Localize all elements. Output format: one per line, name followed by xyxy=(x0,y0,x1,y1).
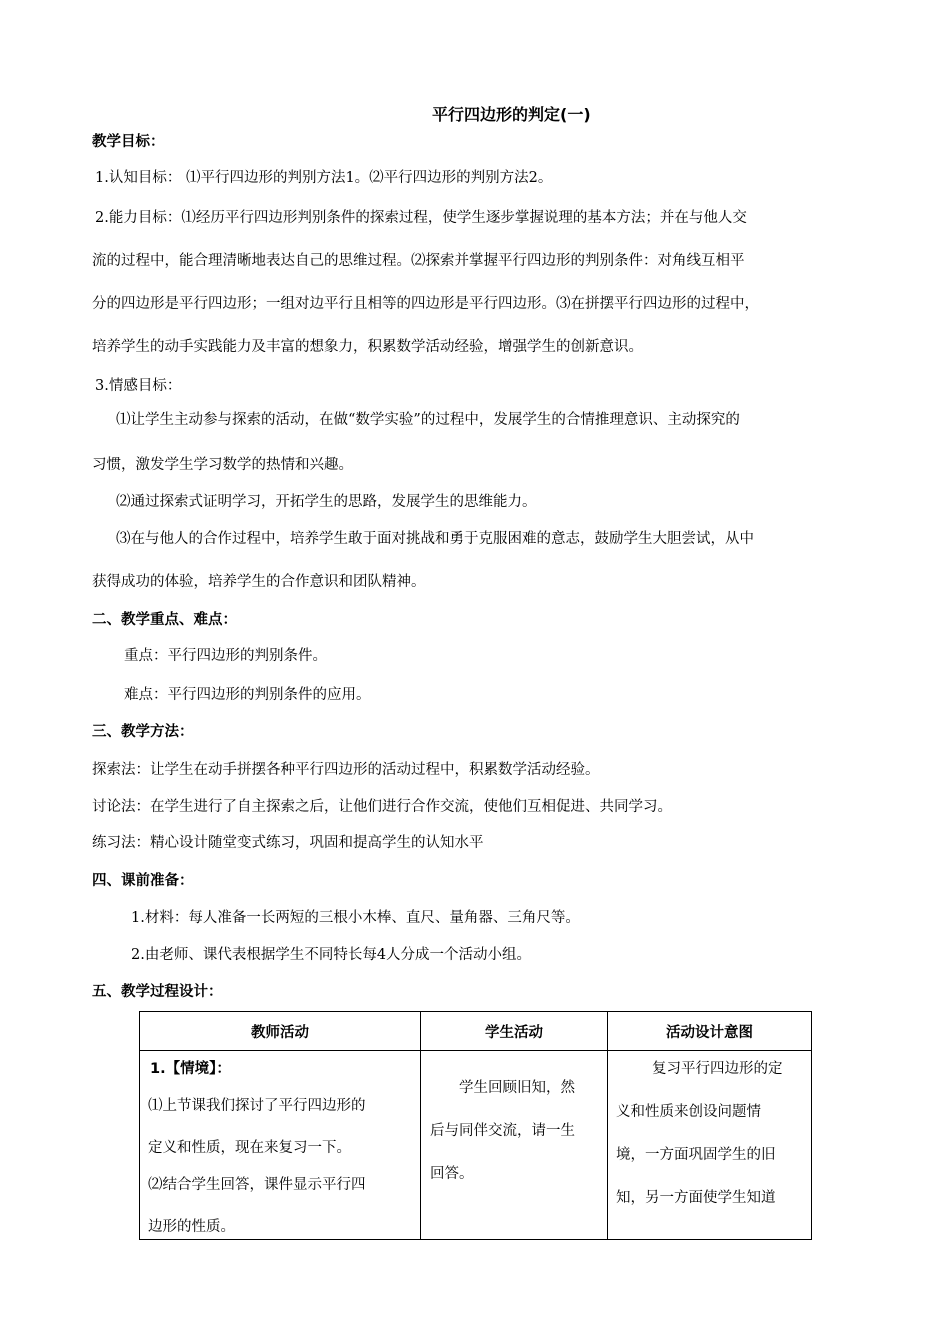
ability-objective-line: 流的过程中，能合理清晰地表达自己的思维过程。⑵探索并掌握平行四边形的判别条件：对角线互相平 xyxy=(92,253,745,269)
teacher-activity-line: 1.【情境】： xyxy=(150,1061,231,1077)
emotion-objective-line: ⑶在与他人的合作过程中，培养学生敢于面对挑战和勇于克服困难的意志，鼓励学生大胆尝试，从中 xyxy=(116,531,754,547)
design-intent-line: 义和性质来创设问题情 xyxy=(616,1104,761,1120)
key-point-focus: 重点：平行四边形的判别条件。 xyxy=(124,648,327,664)
teacher-activity-line: ⑵结合学生回答，课件显示平行四 xyxy=(148,1177,366,1193)
teacher-activity-line: 边形的性质。 xyxy=(148,1219,235,1235)
design-intent-line: 复习平行四边形的定 xyxy=(652,1061,783,1077)
student-activity-cell xyxy=(421,1051,608,1240)
ability-objective-line: 2.能力目标：⑴经历平行四边形判别条件的探索过程，使学生逐步掌握说理的基本方法；并在与他人交 xyxy=(95,210,747,226)
student-activity-line: 回答。 xyxy=(430,1166,474,1182)
emotion-objective-heading: 3.情感目标： xyxy=(95,378,182,394)
preparation-item: 1.材料：每人准备一长两短的三根小木棒、直尺、量角器、三角尺等。 xyxy=(131,910,580,926)
objectives-heading: 教学目标： xyxy=(92,134,165,150)
column-header-teacher: 教师活动 xyxy=(140,1012,421,1051)
document-title: 平行四边形的判定(一) xyxy=(432,105,591,124)
design-intent-line: 境，一方面巩固学生的旧 xyxy=(616,1147,776,1163)
table-header-row xyxy=(140,1012,812,1051)
preparation-heading: 四、课前准备： xyxy=(92,873,194,889)
emotion-objective-line: 习惯，激发学生学习数学的热情和兴趣。 xyxy=(92,457,353,473)
ability-objective-line: 培养学生的动手实践能力及丰富的想象力，积累数学活动经验，增强学生的创新意识。 xyxy=(92,339,643,355)
process-heading: 五、教学过程设计： xyxy=(92,984,223,1000)
teacher-activity-line: ⑴上节课我们探讨了平行四边形的 xyxy=(148,1098,366,1114)
method-item: 讨论法：在学生进行了自主探索之后，让他们进行合作交流，使他们互相促进、共同学习。 xyxy=(92,799,672,815)
table-row xyxy=(140,1051,812,1240)
key-points-heading: 二、教学重点、难点： xyxy=(92,612,237,628)
methods-heading: 三、教学方法： xyxy=(92,724,194,740)
ability-objective-line: 分的四边形是平行四边形；一组对边平行且相等的四边形是平行四边形。⑶在拼摆平行四边形的过程中， xyxy=(92,296,759,312)
student-activity-line: 后与同伴交流，请一生 xyxy=(430,1123,575,1139)
design-intent-cell xyxy=(608,1051,812,1240)
emotion-objective-line: ⑴让学生主动参与探索的活动，在做“数学实验”的过程中，发展学生的合情推理意识、主动探究的 xyxy=(116,412,740,428)
emotion-objective-line: 获得成功的体验，培养学生的合作意识和团队精神。 xyxy=(92,574,426,590)
preparation-item: 2.由老师、课代表根据学生不同特长每4人分成一个活动小组。 xyxy=(131,947,532,963)
method-item: 练习法：精心设计随堂变式练习，巩固和提高学生的认知水平 xyxy=(92,835,484,851)
student-activity-line: 学生回顾旧知，然 xyxy=(459,1080,575,1096)
teacher-activity-line: 定义和性质，现在来复习一下。 xyxy=(148,1140,351,1156)
method-item: 探索法：让学生在动手拼摆各种平行四边形的活动过程中，积累数学活动经验。 xyxy=(92,762,600,778)
design-intent-line: 知，另一方面使学生知道 xyxy=(616,1190,776,1206)
teacher-activity-cell xyxy=(140,1051,421,1240)
cognitive-objective: 1.认知目标： ⑴平行四边形的判别方法1。⑵平行四边形的判别方法2。 xyxy=(95,170,553,186)
column-header-intent: 活动设计意图 xyxy=(608,1012,812,1051)
column-header-student: 学生活动 xyxy=(421,1012,608,1051)
emotion-objective-line: ⑵通过探索式证明学习，开拓学生的思路，发展学生的思维能力。 xyxy=(116,494,537,510)
lesson-process-table xyxy=(139,1011,812,1240)
key-point-difficulty: 难点：平行四边形的判别条件的应用。 xyxy=(124,687,371,703)
